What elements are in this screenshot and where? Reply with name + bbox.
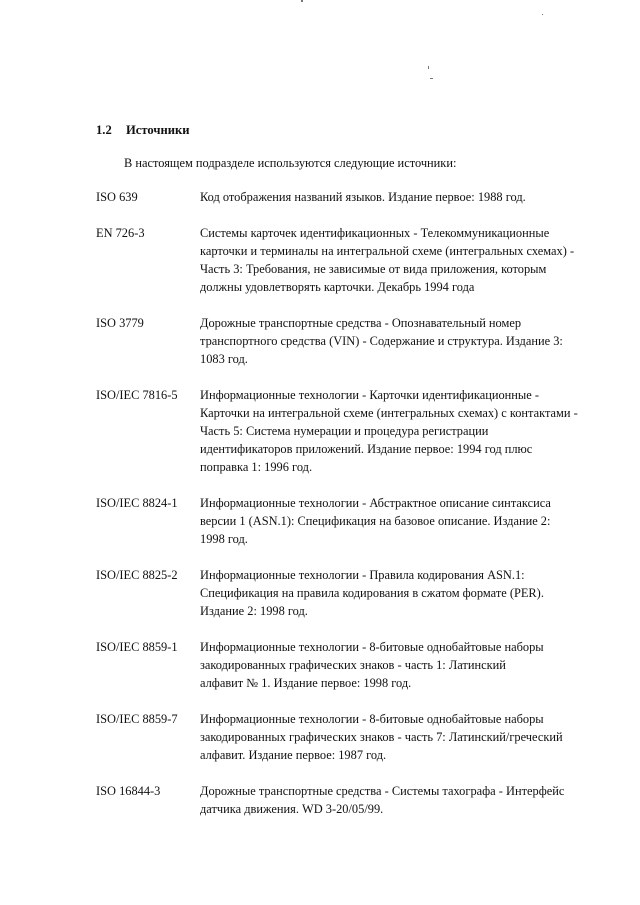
reference-description-line: должны удовлетворять карточки. Декабрь 1994 года bbox=[200, 280, 475, 294]
reference-code: ISO/IEC 7816-5 bbox=[96, 388, 178, 402]
reference-code: ISO 639 bbox=[96, 190, 138, 204]
section-heading bbox=[96, 121, 190, 139]
reference-description-line: идентификаторов приложений. Издание первое: 1994 год плюс bbox=[200, 442, 533, 456]
reference-description-line: Дорожные транспортные средства - Опознавательный номер bbox=[200, 316, 522, 330]
reference-description-line: версии 1 (ASN.1): Спецификация на базовое описание. Издание 2: bbox=[200, 514, 551, 528]
reference-code: EN 726-3 bbox=[96, 226, 145, 240]
reference-description bbox=[200, 566, 590, 620]
reference-entry bbox=[96, 224, 596, 296]
scan-speck bbox=[428, 66, 429, 69]
reference-description bbox=[200, 314, 590, 368]
reference-entry bbox=[96, 188, 596, 206]
reference-description-line: Дорожные транспортные средства - Системы тахографа - Интерфейс bbox=[200, 784, 565, 798]
reference-entry bbox=[96, 314, 596, 368]
reference-entry bbox=[96, 782, 596, 818]
scan-speck bbox=[430, 78, 433, 79]
reference-description-line: Информационные технологии - 8-битовые однобайтовые наборы bbox=[200, 712, 544, 726]
reference-description-line: Спецификация на правила кодирования в сжатом формате (PER). bbox=[200, 586, 544, 600]
reference-code: ISO/IEC 8825-2 bbox=[96, 568, 178, 582]
reference-description bbox=[200, 224, 590, 296]
reference-description-line: датчика движения. WD 3-20/05/99. bbox=[200, 802, 384, 816]
section-number: 1.2 bbox=[96, 123, 112, 137]
reference-description bbox=[200, 188, 590, 206]
reference-description-line: закодированных графических знаков - часть 1: Латинский bbox=[200, 658, 506, 672]
reference-code: ISO 16844-3 bbox=[96, 784, 161, 798]
reference-entry bbox=[96, 710, 596, 764]
reference-entry bbox=[96, 494, 596, 548]
reference-entry bbox=[96, 566, 596, 620]
reference-description bbox=[200, 782, 590, 818]
reference-description-line: Часть 3: Требования, не зависимые от вида приложения, которым bbox=[200, 262, 547, 276]
reference-description-line: Код отображения названий языков. Издание первое: 1988 год. bbox=[200, 190, 526, 204]
reference-description-line: Информационные технологии - Правила кодирования ASN.1: bbox=[200, 568, 525, 582]
reference-description bbox=[200, 710, 590, 764]
reference-description bbox=[200, 494, 590, 548]
reference-entry bbox=[96, 386, 596, 476]
reference-description-line: Часть 5: Система нумерации и процедура регистрации bbox=[200, 424, 489, 438]
reference-description-line: алфавит. Издание первое: 1987 год. bbox=[200, 748, 387, 762]
reference-description-line: транспортного средства (VIN) - Содержание и структура. Издание 3: bbox=[200, 334, 563, 348]
scan-speck bbox=[542, 14, 543, 15]
reference-description-line: Издание 2: 1998 год. bbox=[200, 604, 308, 618]
section-title: Источники bbox=[126, 123, 190, 137]
reference-description-line: 1998 год. bbox=[200, 532, 248, 546]
intro-paragraph: В настоящем подразделе используются следующие источники: bbox=[124, 156, 457, 170]
reference-description-line: закодированных графических знаков - часть 7: Латинский/греческий bbox=[200, 730, 563, 744]
reference-description-line: Карточки на интегральной схеме (интегральных схемах) с контактами - bbox=[200, 406, 578, 420]
reference-description-line: Системы карточек идентификационных - Телекоммуникационные bbox=[200, 226, 550, 240]
reference-description-line: карточки и терминалы на интегральной схеме (интегральных схемах) - bbox=[200, 244, 575, 258]
reference-description-line: алфавит № 1. Издание первое: 1998 год. bbox=[200, 676, 412, 690]
reference-code: ISO/IEC 8859-1 bbox=[96, 640, 178, 654]
reference-description bbox=[200, 386, 590, 476]
reference-description-line: поправка 1: 1996 год. bbox=[200, 460, 313, 474]
reference-description-line: Информационные технологии - Абстрактное описание синтаксиса bbox=[200, 496, 551, 510]
reference-description-line: 1083 год. bbox=[200, 352, 248, 366]
reference-description-line: Информационные технологии - Карточки идентификационные - bbox=[200, 388, 539, 402]
reference-entry bbox=[96, 638, 596, 692]
scan-speck bbox=[301, 0, 303, 2]
reference-description-line: Информационные технологии - 8-битовые однобайтовые наборы bbox=[200, 640, 544, 654]
reference-description bbox=[200, 638, 590, 692]
reference-code: ISO/IEC 8824-1 bbox=[96, 496, 178, 510]
references-list bbox=[96, 188, 596, 836]
reference-code: ISO 3779 bbox=[96, 316, 144, 330]
reference-code: ISO/IEC 8859-7 bbox=[96, 712, 178, 726]
